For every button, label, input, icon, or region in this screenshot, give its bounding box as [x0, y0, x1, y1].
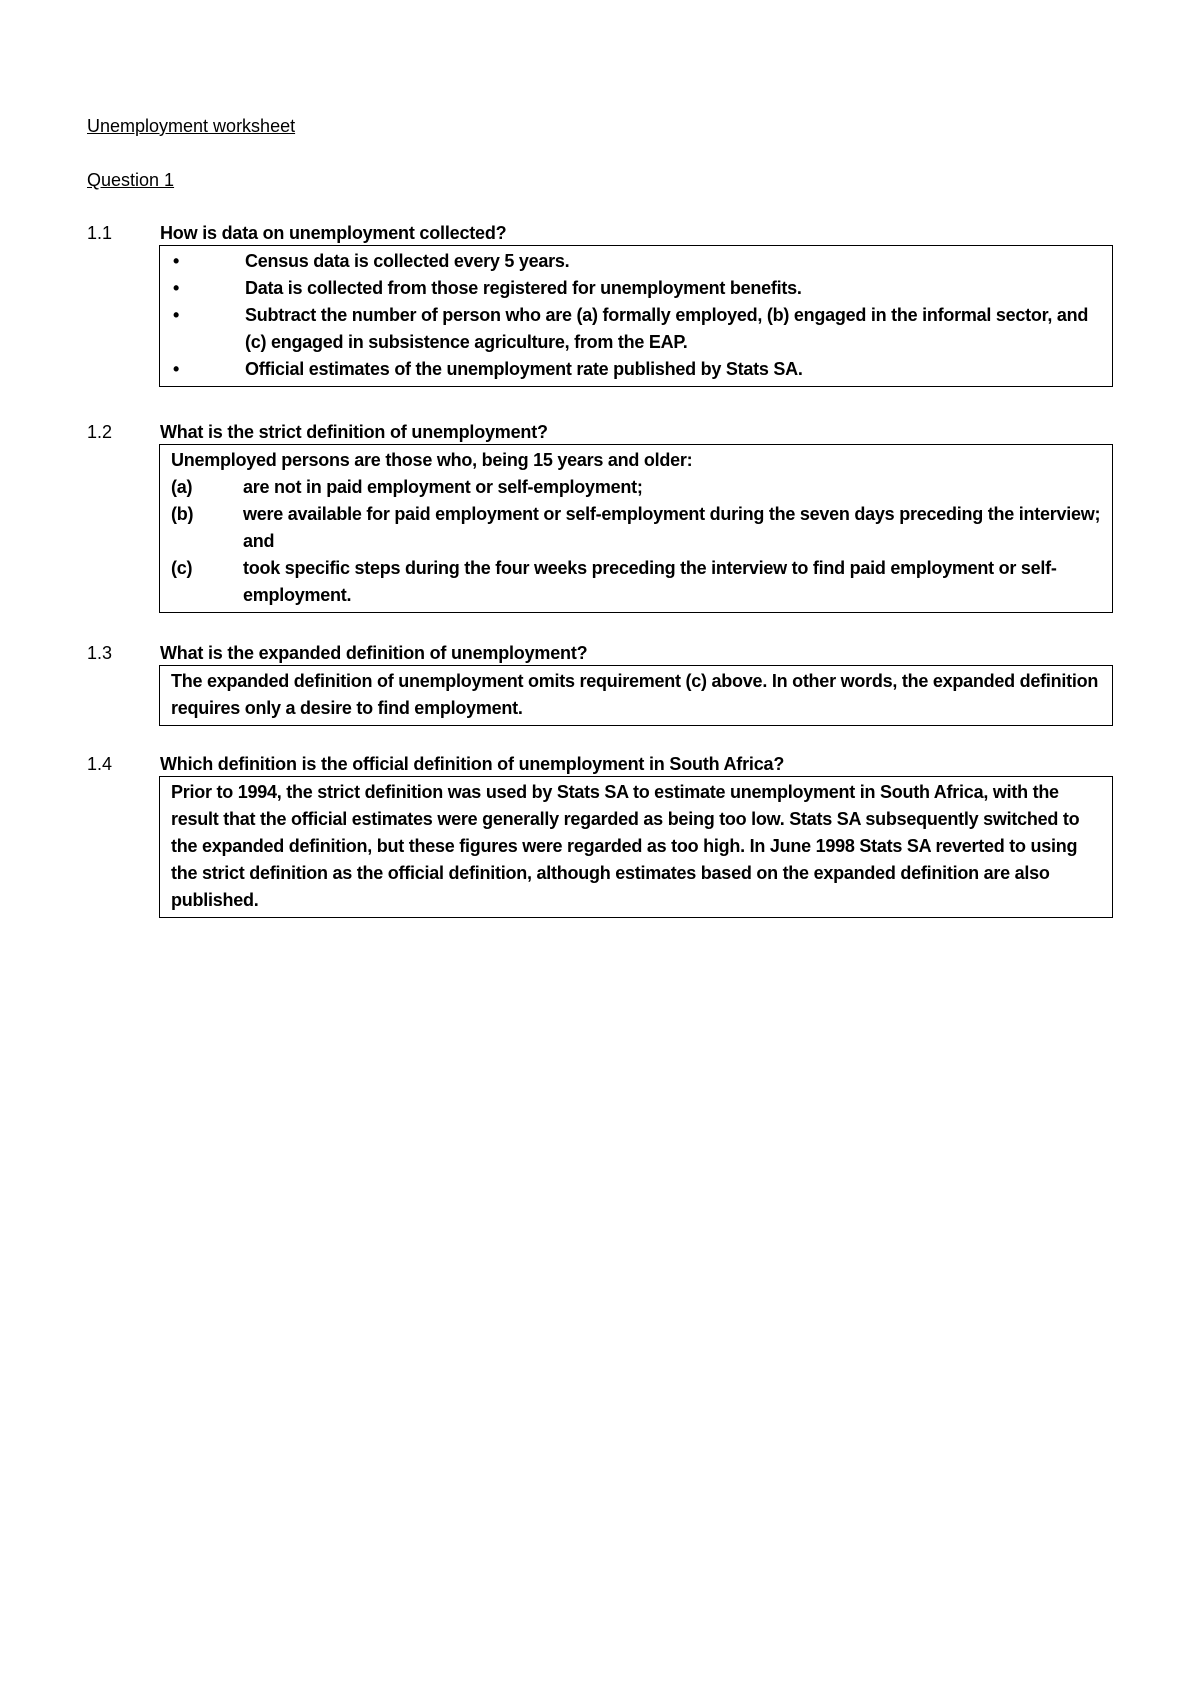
question-1-3	[87, 643, 1113, 726]
document-title: Unemployment worksheet	[87, 116, 296, 136]
list-item	[171, 302, 1104, 356]
answer-text: The expanded definition of unemployment omits requirement (c) above. In other words, the expanded definition requires only a desire to find employment.	[171, 671, 1099, 718]
list-item	[171, 474, 1104, 501]
question-row	[87, 754, 1113, 776]
question-1-4	[87, 754, 1113, 918]
bullet-icon: •	[173, 359, 180, 379]
item-text: took specific steps during the four weeks preceding the interview to find paid employment or self-employment.	[243, 558, 1057, 605]
list-item	[171, 555, 1104, 609]
bullet-text: Data is collected from those registered for unemployment benefits.	[245, 278, 802, 298]
question-heading: Question 1	[87, 170, 175, 190]
question-row	[87, 643, 1113, 665]
list-item	[171, 275, 1104, 302]
item-text: were available for paid employment or self-employment during the seven days preceding the interview; and	[243, 504, 1101, 551]
question-number: 1.2	[87, 422, 113, 442]
list-item	[171, 356, 1104, 383]
question-number: 1.4	[87, 754, 113, 774]
question-row	[87, 223, 1113, 245]
question-text: What is the strict definition of unemployment?	[160, 422, 548, 442]
question-row	[87, 422, 1113, 444]
question-number: 1.1	[87, 223, 113, 243]
bullet-icon: •	[173, 251, 180, 271]
question-1-1	[87, 223, 1113, 387]
bullet-text: Subtract the number of person who are (a) formally employed, (b) engaged in the informal sector, and (c) engaged in subsistence agriculture, from the EAP.	[245, 305, 1089, 352]
item-label: (c)	[171, 558, 193, 578]
answer-box	[159, 444, 1113, 613]
bullet-text: Official estimates of the unemployment rate published by Stats SA.	[245, 359, 803, 379]
bullet-icon: •	[173, 305, 180, 325]
answer-box	[159, 245, 1113, 387]
bullet-text: Census data is collected every 5 years.	[245, 251, 570, 271]
answer-box	[159, 665, 1113, 726]
item-label: (b)	[171, 504, 194, 524]
bullet-icon: •	[173, 278, 180, 298]
answer-box	[159, 776, 1113, 918]
question-1-2	[87, 422, 1113, 613]
item-label: (a)	[171, 477, 193, 497]
answer-text: Prior to 1994, the strict definition was used by Stats SA to estimate unemployment in South Africa, with the result that the official estimates were generally regarded as being too low. Stats SA subsequently switched to the expanded definition, but these figures were regarded as too high. In June 1998 Stats SA reverted to using the strict definition as the official definition, although estimates based on the expanded definition are also published.	[171, 782, 1080, 910]
list-item	[171, 501, 1104, 555]
question-text: Which definition is the official definition of unemployment in South Africa?	[160, 754, 785, 774]
question-text: What is the expanded definition of unemployment?	[160, 643, 588, 663]
question-text: How is data on unemployment collected?	[160, 223, 507, 243]
answer-intro: Unemployed persons are those who, being 15 years and older:	[171, 450, 693, 470]
item-text: are not in paid employment or self-employment;	[243, 477, 643, 497]
list-item	[171, 248, 1104, 275]
question-number: 1.3	[87, 643, 113, 663]
